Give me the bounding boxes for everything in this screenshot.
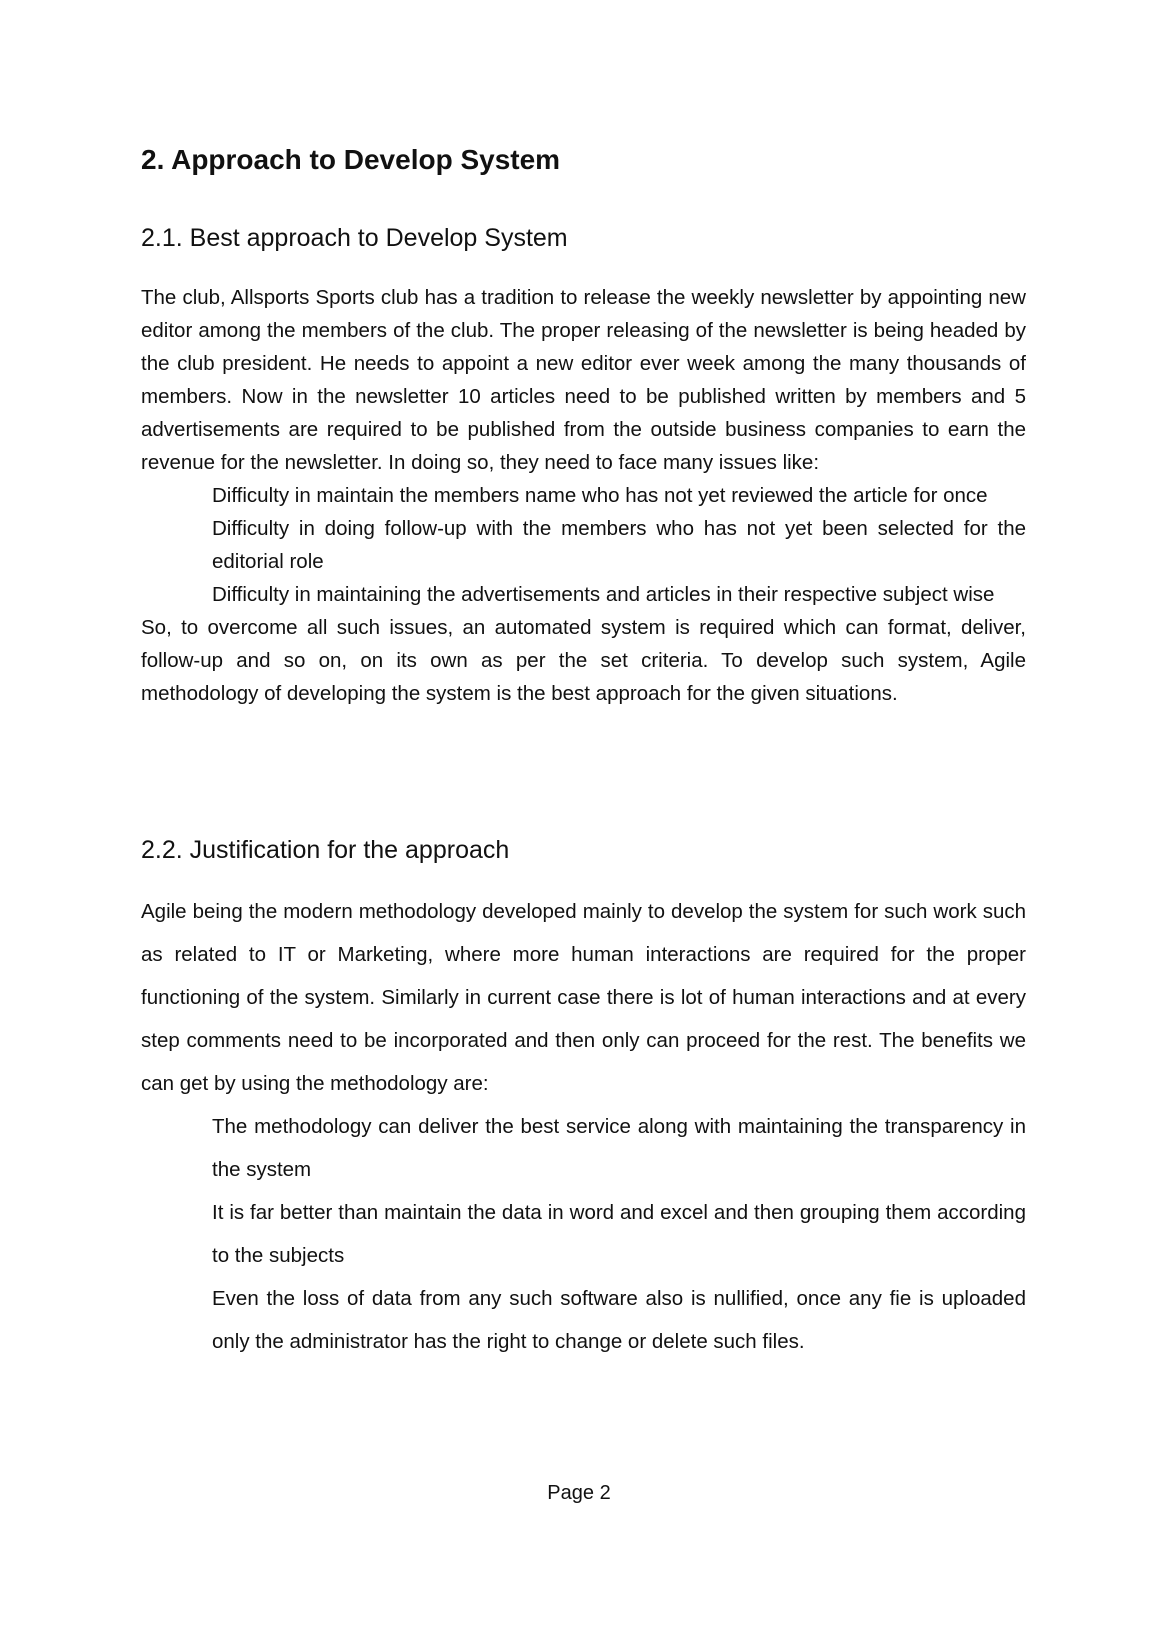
benefit-item: The methodology can deliver the best service along with maintaining the transparency in the system bbox=[212, 1115, 1026, 1181]
issue-item: Difficulty in doing follow-up with the members who has not yet been selected for the editorial role bbox=[212, 517, 1026, 573]
chapter-heading: 2. Approach to Develop System bbox=[141, 144, 561, 175]
section-2-body bbox=[141, 890, 1026, 1363]
section-2-intro: Agile being the modern methodology developed mainly to develop the system for such work such as related to IT or Marketing, where more human interactions are required for the proper functioning of the system. Similarly in current case there is lot of human interactions and at every step comments need to be incorporated and then only can proceed for the rest. The benefits we can get by using the methodology are: bbox=[141, 900, 1026, 1095]
benefit-item: Even the loss of data from any such software also is nullified, once any fie is uploaded only the administrator has the right to change or delete such files. bbox=[212, 1287, 1026, 1353]
section-1-heading: 2.1. Best approach to Develop System bbox=[141, 224, 568, 252]
page-number: Page 2 bbox=[547, 1482, 611, 1504]
issue-item: Difficulty in maintain the members name who has not yet reviewed the article for once bbox=[212, 484, 988, 507]
section-1-conclusion: So, to overcome all such issues, an automated system is required which can format, deliver, follow-up and so on, on its own as per the set criteria. To develop such system, Agile methodology of developing the system is the best approach for the given situations. bbox=[141, 616, 1026, 705]
section-1-issue-list bbox=[141, 479, 1026, 611]
benefit-item: It is far better than maintain the data in word and excel and then grouping them according to the subjects bbox=[212, 1201, 1026, 1267]
issue-item: Difficulty in maintaining the advertisements and articles in their respective subject wise bbox=[212, 583, 995, 606]
section-1-intro: The club, Allsports Sports club has a tradition to release the weekly newsletter by appointing new editor among the members of the club. The proper releasing of the newsletter is being headed by the club president. He needs to appoint a new editor ever week among the many thousands of members. Now in the newsletter 10 articles need to be published written by members and 5 advertisements are required to be published from the outside business companies to earn the revenue for the newsletter. In doing so, they need to face many issues like: bbox=[141, 286, 1026, 474]
section-1-body bbox=[141, 281, 1026, 710]
section-2-heading: 2.2. Justification for the approach bbox=[141, 836, 510, 864]
section-2-benefit-list bbox=[141, 1105, 1026, 1363]
